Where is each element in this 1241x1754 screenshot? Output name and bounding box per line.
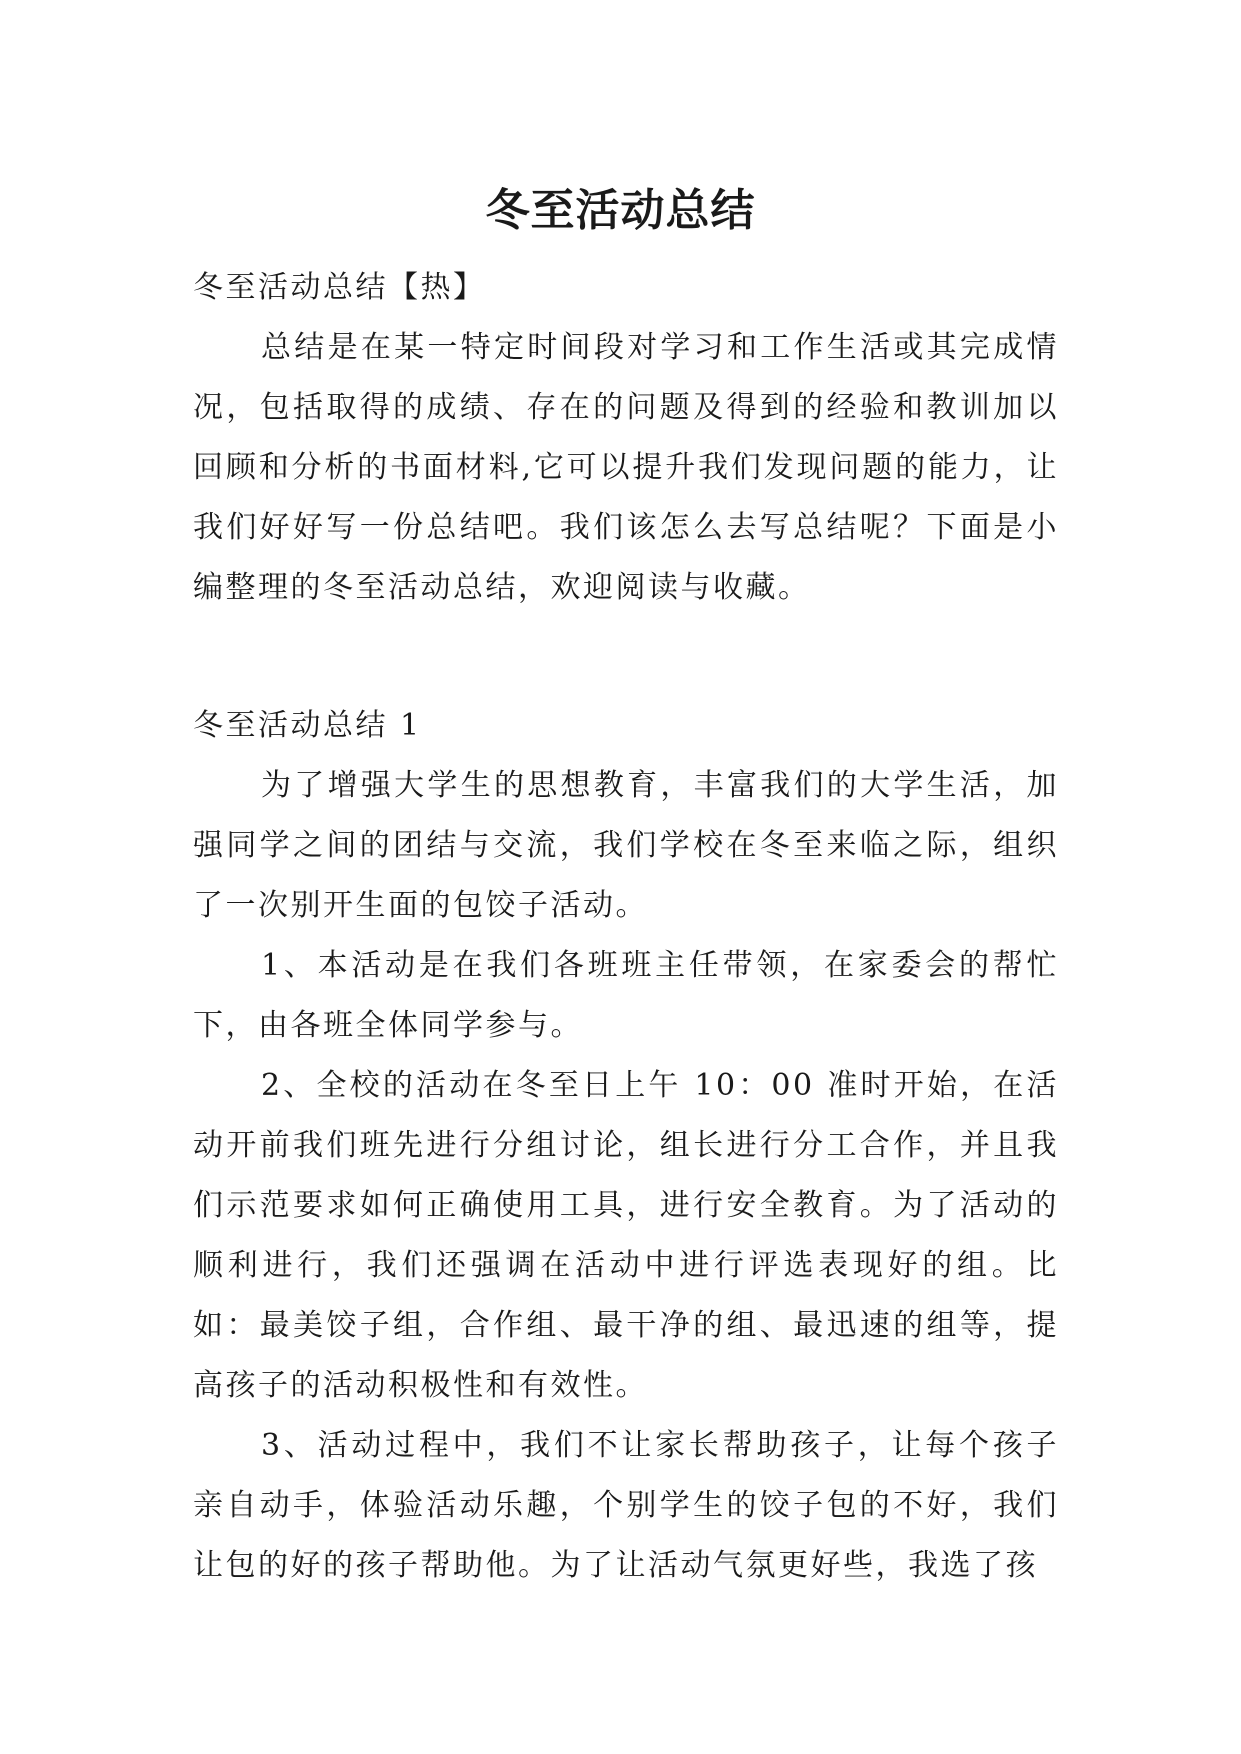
intro-paragraph: 总结是在某一特定时间段对学习和工作生活或其完成情况，包括取得的成绩、存在的问题及得到的经验和教训加以回顾和分析的书面材料,它可以提升我们发现问题的能力，让我们好好写一份总结吧。我们该怎么去写总结呢？下面是小编整理的冬至活动总结，欢迎阅读与收藏。 xyxy=(193,330,1059,605)
section-1-heading: 冬至活动总结 1 xyxy=(193,708,422,743)
section-1 xyxy=(193,696,1059,1596)
intro-section xyxy=(193,258,1059,618)
section-1-paragraph-1: 为了增强大学生的思想教育，丰富我们的大学生活，加强同学之间的团结与交流，我们学校在冬至来临之际，组织了一次别开生面的包饺子活动。 xyxy=(193,768,1059,923)
section-1-paragraph-2: 1、本活动是在我们各班班主任带领，在家委会的帮忙下，由各班全体同学参与。 xyxy=(193,948,1059,1043)
intro-heading: 冬至活动总结【热】 xyxy=(193,270,486,305)
section-1-paragraph-4: 3、活动过程中，我们不让家长帮助孩子，让每个孩子亲自动手，体验活动乐趣，个别学生的饺子包的不好，我们让包的好的孩子帮助他。为了让活动气氛更好些，我选了孩 xyxy=(193,1428,1059,1583)
document-title: 冬至活动总结 xyxy=(485,185,756,237)
section-1-paragraph-3: 2、全校的活动在冬至日上午 10：00 准时开始，在活动开前我们班先进行分组讨论，组长进行分工合作，并且我们示范要求如何正确使用工具，进行安全教育。为了活动的顺利进行，我们还强调在活动中进行评选表现好的组。比如：最美饺子组，合作组、最干净的组、最迅速的组等，提高孩子的活动积极性和有效性。 xyxy=(193,1068,1059,1403)
